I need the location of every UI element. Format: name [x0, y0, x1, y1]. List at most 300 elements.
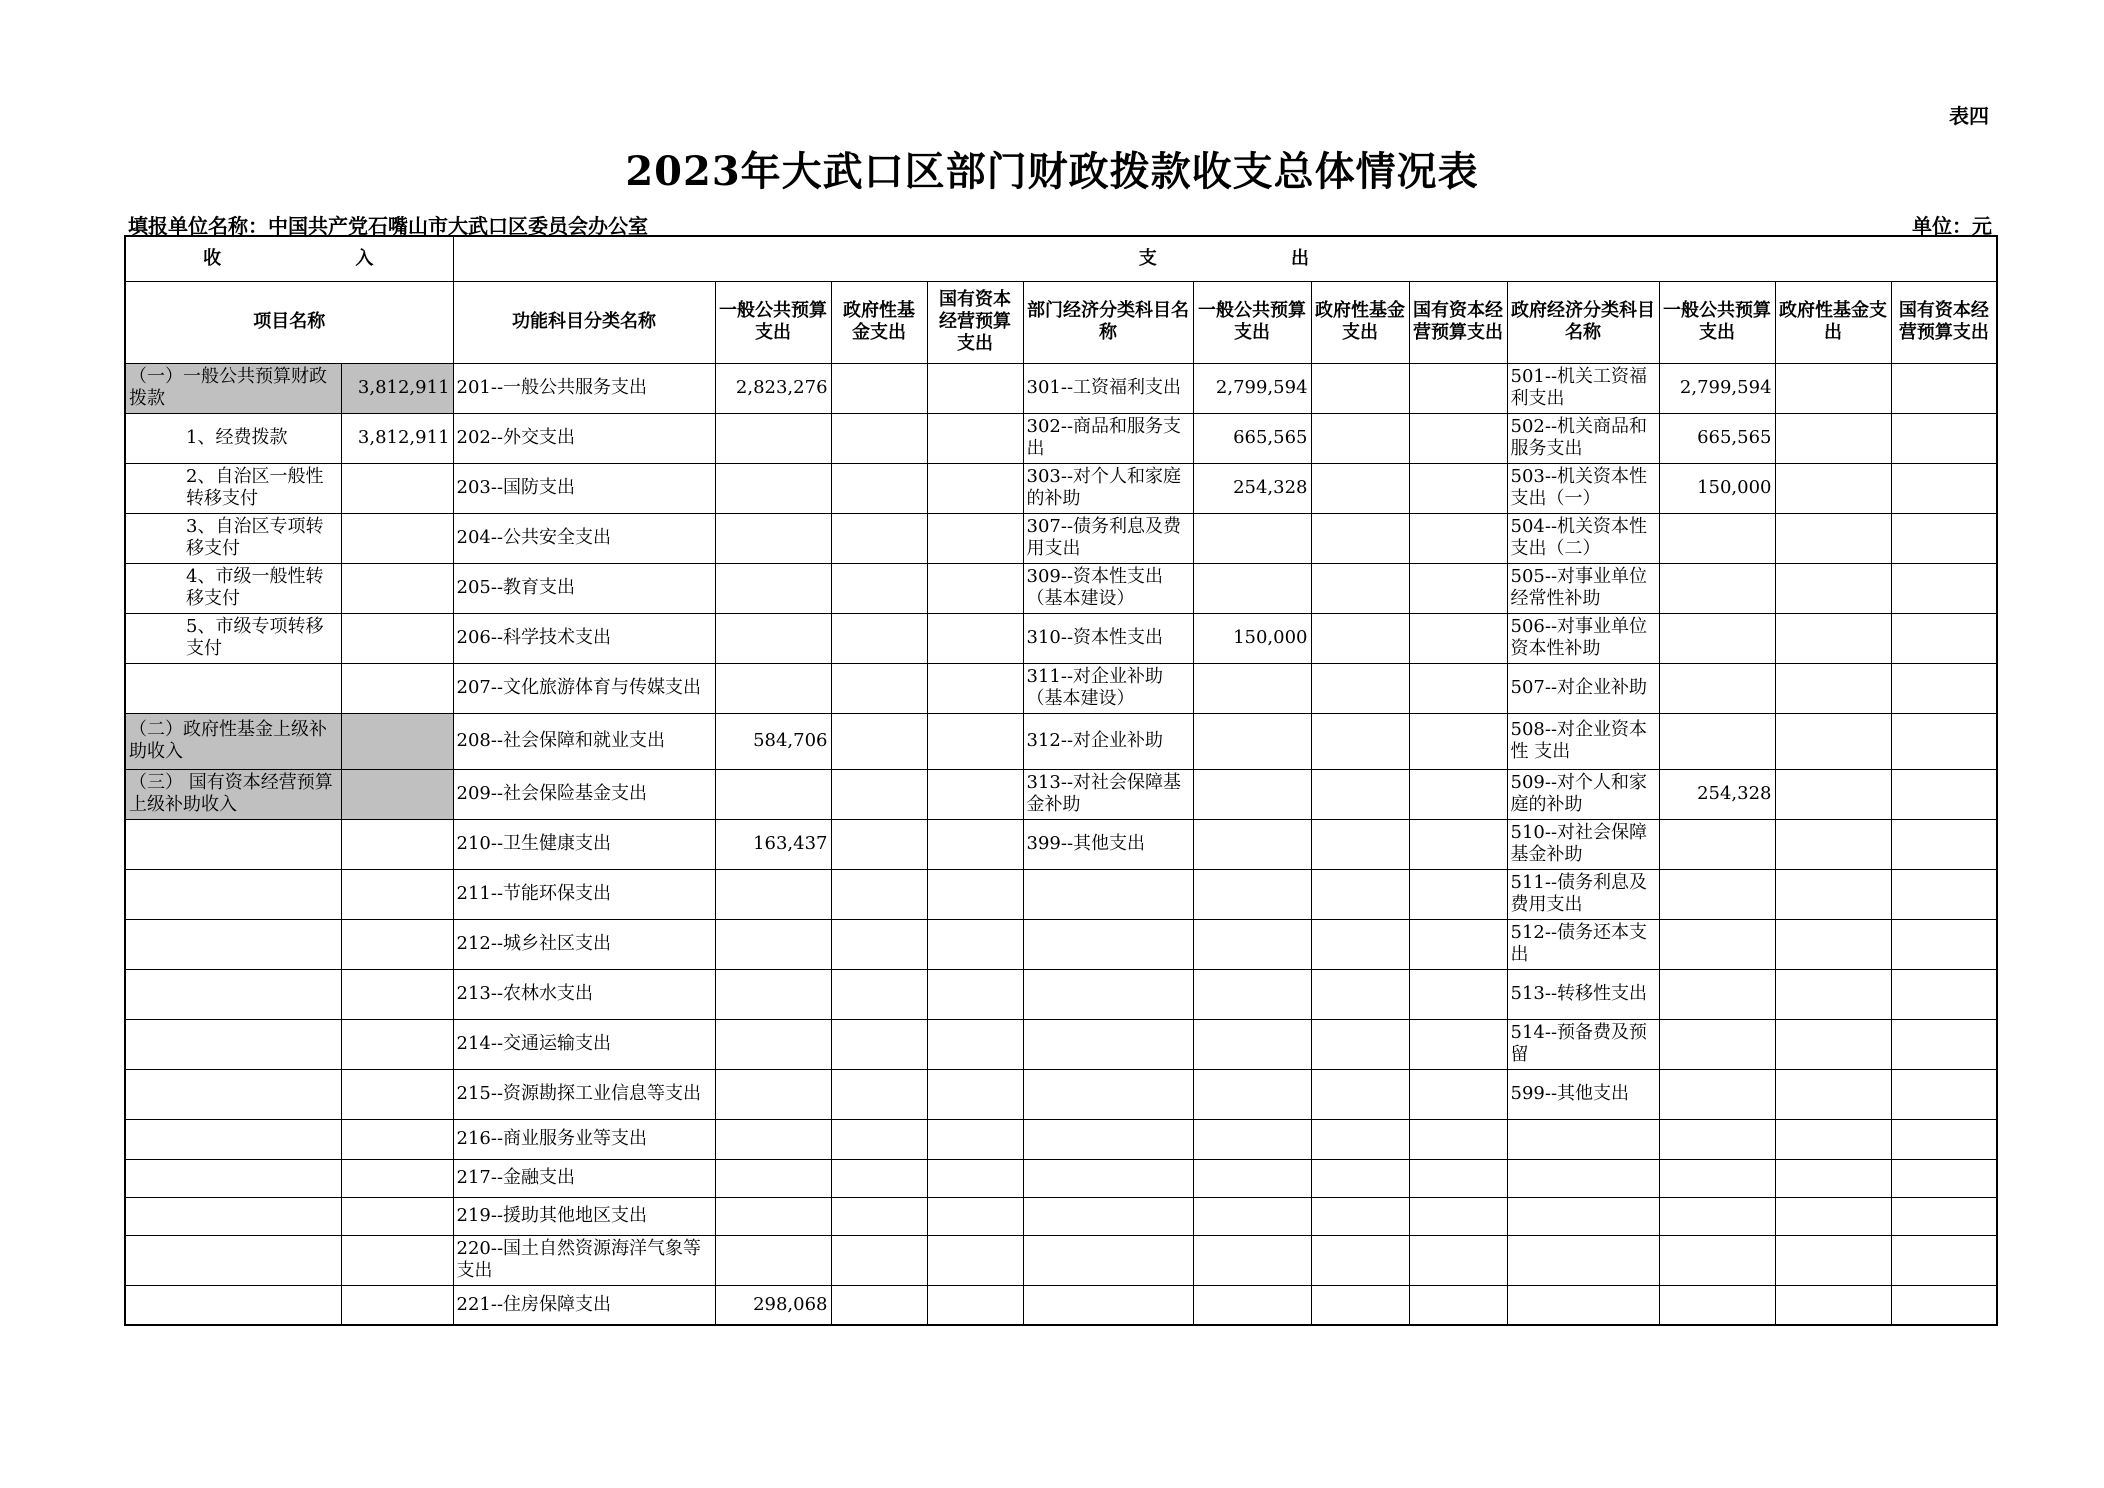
- gov-general-value: [1659, 1235, 1775, 1285]
- dept-state-value: [1409, 563, 1507, 613]
- dept-subject-name: 303--对个人和家庭的补助: [1023, 463, 1193, 513]
- func-subject-name: 205--教育支出: [453, 563, 715, 613]
- dept-fund-value: [1311, 1285, 1409, 1325]
- dept-general-value: [1193, 713, 1311, 769]
- func-state-value: [927, 363, 1023, 413]
- gov-subject-name: [1507, 1235, 1659, 1285]
- func-state-value: [927, 563, 1023, 613]
- dept-general-value: [1193, 819, 1311, 869]
- dept-fund-value: [1311, 1197, 1409, 1235]
- gov-state-value: [1891, 919, 1997, 969]
- func-state-value: [927, 769, 1023, 819]
- func-fund-value: [831, 1159, 927, 1197]
- table-row: [125, 869, 1997, 919]
- gov-subject-name: 501--机关工资福利支出: [1507, 363, 1659, 413]
- gov-fund-value: [1775, 1197, 1891, 1235]
- table-row: [125, 1159, 1997, 1197]
- func-fund-value: [831, 613, 927, 663]
- dept-fund-value: [1311, 1119, 1409, 1159]
- gov-state-value: [1891, 769, 1997, 819]
- gov-general-value: [1659, 613, 1775, 663]
- gov-general-value: 665,565: [1659, 413, 1775, 463]
- income-item-name: [125, 969, 341, 1019]
- table-row: [125, 1285, 1997, 1325]
- gov-general-value: [1659, 969, 1775, 1019]
- gov-subject-name: [1507, 1119, 1659, 1159]
- func-fund-value: [831, 1197, 927, 1235]
- func-subject-name: 215--资源勘探工业信息等支出: [453, 1069, 715, 1119]
- income-item-value: [341, 1285, 453, 1325]
- dept-fund-value: [1311, 613, 1409, 663]
- dept-general-value: [1193, 663, 1311, 713]
- gov-state-value: [1891, 1235, 1997, 1285]
- col-gov-state: 国有资本经营预算支出: [1891, 281, 1997, 363]
- dept-subject-name: 307--债务利息及费用支出: [1023, 513, 1193, 563]
- income-item-value: [341, 563, 453, 613]
- gov-state-value: [1891, 1197, 1997, 1235]
- func-general-value: 163,437: [715, 819, 831, 869]
- gov-fund-value: [1775, 819, 1891, 869]
- func-general-value: [715, 613, 831, 663]
- func-state-value: [927, 919, 1023, 969]
- income-item-value: [341, 769, 453, 819]
- income-item-value: [341, 1159, 453, 1197]
- income-item-name: （二）政府性基金上级补助收入: [125, 713, 341, 769]
- dept-state-value: [1409, 363, 1507, 413]
- gov-fund-value: [1775, 413, 1891, 463]
- gov-general-value: [1659, 1285, 1775, 1325]
- dept-subject-name: [1023, 969, 1193, 1019]
- gov-state-value: [1891, 513, 1997, 563]
- gov-general-value: [1659, 1119, 1775, 1159]
- func-subject-name: 206--科学技术支出: [453, 613, 715, 663]
- func-subject-name: 210--卫生健康支出: [453, 819, 715, 869]
- income-item-value: [341, 969, 453, 1019]
- dept-state-value: [1409, 1069, 1507, 1119]
- gov-state-value: [1891, 1119, 1997, 1159]
- income-item-value: [341, 613, 453, 663]
- income-item-name: 5、市级专项转移支付: [125, 613, 341, 663]
- dept-fund-value: [1311, 1159, 1409, 1197]
- gov-fund-value: [1775, 563, 1891, 613]
- col-item-name: 项目名称: [125, 281, 453, 363]
- gov-state-value: [1891, 713, 1997, 769]
- col-dept-fund: 政府性基金支出: [1311, 281, 1409, 363]
- func-state-value: [927, 1119, 1023, 1159]
- dept-general-value: [1193, 1235, 1311, 1285]
- func-state-value: [927, 613, 1023, 663]
- gov-subject-name: [1507, 1285, 1659, 1325]
- func-subject-name: 219--援助其他地区支出: [453, 1197, 715, 1235]
- gov-fund-value: [1775, 1235, 1891, 1285]
- gov-general-value: [1659, 663, 1775, 713]
- gov-state-value: [1891, 819, 1997, 869]
- gov-subject-name: [1507, 1159, 1659, 1197]
- gov-state-value: [1891, 363, 1997, 413]
- func-subject-name: 214--交通运输支出: [453, 1019, 715, 1069]
- col-func-name: 功能科目分类名称: [453, 281, 715, 363]
- gov-fund-value: [1775, 1019, 1891, 1069]
- func-fund-value: [831, 663, 927, 713]
- table-row: [125, 1235, 1997, 1285]
- func-general-value: [715, 463, 831, 513]
- gov-subject-name: 506--对事业单位资本性补助: [1507, 613, 1659, 663]
- page-title: 2023年大武口区部门财政拨款收支总体情况表: [625, 148, 1479, 195]
- table-row: [125, 363, 1997, 413]
- col-gov-name: 政府经济分类科目名称: [1507, 281, 1659, 363]
- gov-subject-name: 505--对事业单位经常性补助: [1507, 563, 1659, 613]
- func-fund-value: [831, 713, 927, 769]
- dept-general-value: 665,565: [1193, 413, 1311, 463]
- gov-fund-value: [1775, 769, 1891, 819]
- income-item-value: [341, 869, 453, 919]
- income-item-value: [341, 1235, 453, 1285]
- gov-subject-name: 510--对社会保障基金补助: [1507, 819, 1659, 869]
- income-item-value: [341, 1019, 453, 1069]
- gov-subject-name: 514--预备费及预留: [1507, 1019, 1659, 1069]
- gov-fund-value: [1775, 463, 1891, 513]
- dept-state-value: [1409, 513, 1507, 563]
- income-item-value: [341, 919, 453, 969]
- income-item-name: [125, 1197, 341, 1235]
- gov-fund-value: [1775, 1285, 1891, 1325]
- table-row: [125, 919, 1997, 969]
- gov-general-value: [1659, 869, 1775, 919]
- budget-table: [124, 235, 1998, 1326]
- gov-state-value: [1891, 613, 1997, 663]
- income-item-name: [125, 1119, 341, 1159]
- gov-fund-value: [1775, 1159, 1891, 1197]
- func-subject-name: 202--外交支出: [453, 413, 715, 463]
- dept-general-value: 2,799,594: [1193, 363, 1311, 413]
- gov-subject-name: 599--其他支出: [1507, 1069, 1659, 1119]
- income-item-name: [125, 1235, 341, 1285]
- func-state-value: [927, 1197, 1023, 1235]
- dept-subject-name: 310--资本性支出: [1023, 613, 1193, 663]
- func-state-value: [927, 663, 1023, 713]
- dept-fund-value: [1311, 413, 1409, 463]
- gov-general-value: 150,000: [1659, 463, 1775, 513]
- func-fund-value: [831, 513, 927, 563]
- gov-state-value: [1891, 869, 1997, 919]
- income-item-value: [341, 819, 453, 869]
- func-general-value: [715, 563, 831, 613]
- dept-general-value: [1193, 1119, 1311, 1159]
- gov-fund-value: [1775, 613, 1891, 663]
- gov-fund-value: [1775, 713, 1891, 769]
- func-general-value: 584,706: [715, 713, 831, 769]
- dept-fund-value: [1311, 1235, 1409, 1285]
- gov-general-value: [1659, 819, 1775, 869]
- income-item-value: [341, 1197, 453, 1235]
- gov-general-value: [1659, 1159, 1775, 1197]
- income-item-name: [125, 819, 341, 869]
- income-item-value: [341, 1119, 453, 1159]
- col-func-fund: 政府性基金支出: [831, 281, 927, 363]
- income-item-value: 3,812,911: [341, 413, 453, 463]
- gov-general-value: [1659, 1069, 1775, 1119]
- dept-general-value: [1193, 1197, 1311, 1235]
- table-row: [125, 1019, 1997, 1069]
- func-fund-value: [831, 563, 927, 613]
- dept-state-value: [1409, 869, 1507, 919]
- dept-fund-value: [1311, 563, 1409, 613]
- gov-fund-value: [1775, 513, 1891, 563]
- func-subject-name: 211--节能环保支出: [453, 869, 715, 919]
- dept-general-value: [1193, 1069, 1311, 1119]
- gov-fund-value: [1775, 1119, 1891, 1159]
- dept-state-value: [1409, 1159, 1507, 1197]
- gov-subject-name: 507--对企业补助: [1507, 663, 1659, 713]
- func-state-value: [927, 513, 1023, 563]
- income-item-name: [125, 1285, 341, 1325]
- dept-subject-name: [1023, 1235, 1193, 1285]
- dept-general-value: 150,000: [1193, 613, 1311, 663]
- dept-fund-value: [1311, 969, 1409, 1019]
- dept-fund-value: [1311, 713, 1409, 769]
- func-fund-value: [831, 463, 927, 513]
- func-subject-name: 220--国土自然资源海洋气象等支出: [453, 1235, 715, 1285]
- dept-state-value: [1409, 463, 1507, 513]
- func-fund-value: [831, 819, 927, 869]
- gov-state-value: [1891, 1285, 1997, 1325]
- func-general-value: 298,068: [715, 1285, 831, 1325]
- gov-general-value: [1659, 563, 1775, 613]
- dept-fund-value: [1311, 363, 1409, 413]
- table-row: [125, 819, 1997, 869]
- func-fund-value: [831, 969, 927, 1019]
- gov-state-value: [1891, 463, 1997, 513]
- func-state-value: [927, 1235, 1023, 1285]
- dept-fund-value: [1311, 463, 1409, 513]
- func-subject-name: 213--农林水支出: [453, 969, 715, 1019]
- dept-fund-value: [1311, 819, 1409, 869]
- func-general-value: [715, 513, 831, 563]
- income-item-value: [341, 713, 453, 769]
- gov-general-value: [1659, 1019, 1775, 1069]
- func-state-value: [927, 713, 1023, 769]
- dept-subject-name: [1023, 1197, 1193, 1235]
- func-fund-value: [831, 1119, 927, 1159]
- dept-subject-name: [1023, 919, 1193, 969]
- dept-general-value: [1193, 769, 1311, 819]
- func-fund-value: [831, 769, 927, 819]
- func-state-value: [927, 463, 1023, 513]
- func-subject-name: 216--商业服务业等支出: [453, 1119, 715, 1159]
- dept-general-value: 254,328: [1193, 463, 1311, 513]
- func-general-value: [715, 1235, 831, 1285]
- income-item-value: [341, 463, 453, 513]
- dept-state-value: [1409, 413, 1507, 463]
- func-general-value: [715, 769, 831, 819]
- dept-general-value: [1193, 1159, 1311, 1197]
- func-fund-value: [831, 1019, 927, 1069]
- gov-subject-name: 503--机关资本性支出（一）: [1507, 463, 1659, 513]
- dept-subject-name: 312--对企业补助: [1023, 713, 1193, 769]
- table-row: [125, 563, 1997, 613]
- income-item-name: 4、市级一般性转移支付: [125, 563, 341, 613]
- func-subject-name: 209--社会保险基金支出: [453, 769, 715, 819]
- dept-fund-value: [1311, 1069, 1409, 1119]
- func-subject-name: 201--一般公共服务支出: [453, 363, 715, 413]
- func-state-value: [927, 1019, 1023, 1069]
- dept-fund-value: [1311, 769, 1409, 819]
- dept-general-value: [1193, 869, 1311, 919]
- dept-state-value: [1409, 969, 1507, 1019]
- gov-general-value: 2,799,594: [1659, 363, 1775, 413]
- dept-subject-name: [1023, 1119, 1193, 1159]
- func-general-value: [715, 1197, 831, 1235]
- income-item-name: 2、自治区一般性转移支付: [125, 463, 341, 513]
- dept-general-value: [1193, 513, 1311, 563]
- col-dept-general: 一般公共预算支出: [1193, 281, 1311, 363]
- func-state-value: [927, 1285, 1023, 1325]
- dept-subject-name: 302--商品和服务支出: [1023, 413, 1193, 463]
- func-state-value: [927, 1159, 1023, 1197]
- func-state-value: [927, 413, 1023, 463]
- col-dept-state: 国有资本经营预算支出: [1409, 281, 1507, 363]
- dept-state-value: [1409, 613, 1507, 663]
- gov-subject-name: 512--债务还本支出: [1507, 919, 1659, 969]
- dept-subject-name: [1023, 1285, 1193, 1325]
- func-general-value: [715, 1119, 831, 1159]
- func-state-value: [927, 819, 1023, 869]
- func-subject-name: 207--文化旅游体育与传媒支出: [453, 663, 715, 713]
- table-row: [125, 713, 1997, 769]
- gov-state-value: [1891, 563, 1997, 613]
- dept-fund-value: [1311, 663, 1409, 713]
- table-row: [125, 613, 1997, 663]
- group-header-row: [125, 236, 1997, 281]
- dept-state-value: [1409, 1285, 1507, 1325]
- dept-subject-name: 313--对社会保障基金补助: [1023, 769, 1193, 819]
- dept-state-value: [1409, 919, 1507, 969]
- func-general-value: [715, 869, 831, 919]
- income-item-value: [341, 663, 453, 713]
- func-state-value: [927, 969, 1023, 1019]
- income-item-value: [341, 513, 453, 563]
- func-fund-value: [831, 1285, 927, 1325]
- dept-general-value: [1193, 1019, 1311, 1069]
- col-func-state: 国有资本经营预算支出: [927, 281, 1023, 363]
- table-number: 表四: [1949, 104, 1989, 128]
- col-gov-general: 一般公共预算支出: [1659, 281, 1775, 363]
- func-fund-value: [831, 1069, 927, 1119]
- gov-general-value: [1659, 1197, 1775, 1235]
- func-subject-name: 203--国防支出: [453, 463, 715, 513]
- dept-state-value: [1409, 713, 1507, 769]
- gov-subject-name: 509--对个人和家庭的补助: [1507, 769, 1659, 819]
- dept-general-value: [1193, 563, 1311, 613]
- dept-state-value: [1409, 1119, 1507, 1159]
- table-row: [125, 413, 1997, 463]
- dept-fund-value: [1311, 1019, 1409, 1069]
- func-general-value: [715, 1019, 831, 1069]
- func-general-value: [715, 413, 831, 463]
- gov-state-value: [1891, 969, 1997, 1019]
- table-row: [125, 463, 1997, 513]
- gov-state-value: [1891, 1159, 1997, 1197]
- income-group-header: 收 入: [125, 236, 453, 281]
- dept-subject-name: [1023, 1159, 1193, 1197]
- unit-line: [128, 210, 1992, 236]
- func-fund-value: [831, 919, 927, 969]
- dept-subject-name: 399--其他支出: [1023, 819, 1193, 869]
- expense-group-header: 支 出: [453, 236, 1997, 281]
- func-general-value: [715, 919, 831, 969]
- dept-subject-name: [1023, 1019, 1193, 1069]
- dept-state-value: [1409, 1197, 1507, 1235]
- dept-state-value: [1409, 769, 1507, 819]
- dept-fund-value: [1311, 869, 1409, 919]
- dept-state-value: [1409, 663, 1507, 713]
- gov-subject-name: 502--机关商品和服务支出: [1507, 413, 1659, 463]
- dept-general-value: [1193, 1285, 1311, 1325]
- table-row: [125, 1119, 1997, 1159]
- gov-subject-name: 511--债务利息及费用支出: [1507, 869, 1659, 919]
- func-subject-name: 212--城乡社区支出: [453, 919, 715, 969]
- gov-general-value: [1659, 513, 1775, 563]
- table-row: [125, 1197, 1997, 1235]
- income-item-name: [125, 1019, 341, 1069]
- gov-fund-value: [1775, 663, 1891, 713]
- dept-fund-value: [1311, 513, 1409, 563]
- func-general-value: [715, 663, 831, 713]
- func-general-value: [715, 1159, 831, 1197]
- income-item-name: [125, 663, 341, 713]
- dept-subject-name: 309--资本性支出（基本建设）: [1023, 563, 1193, 613]
- func-fund-value: [831, 413, 927, 463]
- func-subject-name: 208--社会保障和就业支出: [453, 713, 715, 769]
- income-item-name: （三） 国有资本经营预算上级补助收入: [125, 769, 341, 819]
- gov-general-value: 254,328: [1659, 769, 1775, 819]
- income-item-name: （一）一般公共预算财政拨款: [125, 363, 341, 413]
- func-general-value: 2,823,276: [715, 363, 831, 413]
- dept-general-value: [1193, 919, 1311, 969]
- gov-state-value: [1891, 413, 1997, 463]
- gov-state-value: [1891, 1069, 1997, 1119]
- gov-general-value: [1659, 919, 1775, 969]
- income-item-name: 1、经费拨款: [125, 413, 341, 463]
- org-label: 填报单位名称：中国共产党石嘴山市大武口区委员会办公室: [128, 214, 648, 238]
- func-fund-value: [831, 869, 927, 919]
- income-item-name: 3、自治区专项转移支付: [125, 513, 341, 563]
- func-subject-name: 204--公共安全支出: [453, 513, 715, 563]
- income-item-value: 3,812,911: [341, 363, 453, 413]
- gov-state-value: [1891, 663, 1997, 713]
- table-row: [125, 663, 1997, 713]
- gov-subject-name: [1507, 1197, 1659, 1235]
- dept-subject-name: 301--工资福利支出: [1023, 363, 1193, 413]
- dept-subject-name: 311--对企业补助（基本建设）: [1023, 663, 1193, 713]
- dept-state-value: [1409, 1019, 1507, 1069]
- func-general-value: [715, 1069, 831, 1119]
- column-header-row: [125, 281, 1997, 363]
- dept-fund-value: [1311, 919, 1409, 969]
- table-row: [125, 513, 1997, 563]
- income-item-name: [125, 919, 341, 969]
- gov-general-value: [1659, 713, 1775, 769]
- gov-subject-name: 508--对企业资本性 支出: [1507, 713, 1659, 769]
- income-item-name: [125, 1159, 341, 1197]
- func-state-value: [927, 1069, 1023, 1119]
- col-gov-fund: 政府性基金支出: [1775, 281, 1891, 363]
- income-item-name: [125, 1069, 341, 1119]
- gov-fund-value: [1775, 1069, 1891, 1119]
- func-state-value: [927, 869, 1023, 919]
- func-subject-name: 217--金融支出: [453, 1159, 715, 1197]
- gov-fund-value: [1775, 919, 1891, 969]
